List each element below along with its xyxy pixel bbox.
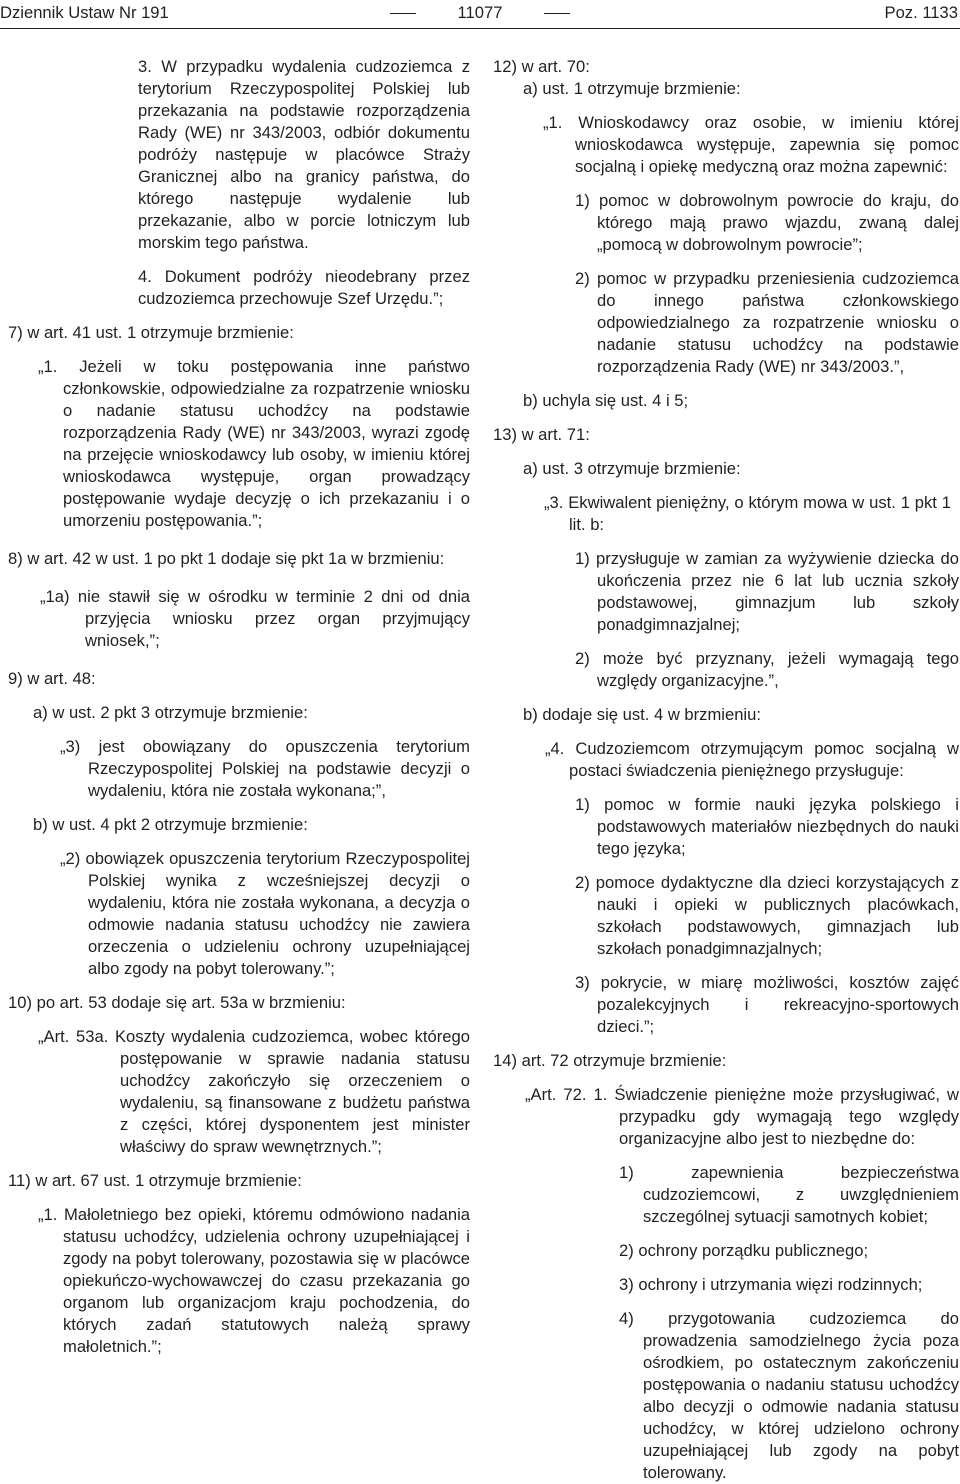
- amendment-point: 7) w art. 41 ust. 1 otrzymuje brzmienie:: [8, 323, 294, 342]
- paragraph: „2) obowiązek opuszczenia terytorium Rzeczypospolitej Polskiej wynika z wcześniejszej decyzji o wydaleniu, która nie została wykonana, a decyzja o odmowie nadania statusu uchodźcy nie zawiera orzeczenia o udzieleniu ochrony uzupełniającej albo zgody na pobyt tolerowany.”;: [60, 849, 470, 978]
- paragraph: 3. W przypadku wydalenia cudzoziemca z terytorium Rzeczypospolitej Polskiej lub przekazania na podstawie rozporządzenia Rady (WE) nr 343/2003, odbiór dokumentu podróży następuje w placówce Straży Granicznej albo na granicy państwa, do którego następuje wydalenie lub przekazanie, albo w porcie lotniczym lub morskim tego państwa.: [138, 57, 470, 252]
- sub-point: b) dodaje się ust. 4 w brzmieniu:: [523, 705, 761, 724]
- list-item: 1) pomoc w dobrowolnym powrocie do kraju, do którego mają prawo wjazdu, zwaną dalej „pomocą w dobrowolnym powrocie”;: [575, 191, 959, 254]
- sub-point: a) ust. 3 otrzymuje brzmienie:: [523, 459, 741, 478]
- right-column: [493, 56, 959, 1484]
- paragraph: „Art. 72. 1. Świadczenie pieniężne może przysługiwać, w przypadku gdy wymagają tego względy organizacyjne albo jest to niezbędne do:: [525, 1085, 959, 1148]
- position-number: Poz. 1133: [884, 3, 958, 22]
- list-item: 2) ochrony porządku publicznego;: [619, 1241, 869, 1260]
- list-item: 2) może być przyznany, jeżeli wymagają tego względy organizacyjne.”,: [575, 649, 959, 690]
- list-item: 3) ochrony i utrzymania więzi rodzinnych;: [619, 1275, 923, 1294]
- sub-point: a) ust. 1 otrzymuje brzmienie:: [523, 79, 741, 98]
- paragraph: „1. Małoletniego bez opieki, któremu odmówiono nadania statusu uchodźcy, udzielenia ochrony uzupełniającej i zgody na pobyt tolerowany, pozostawia się w placówce opiekuńczo-wychowawczej do czasu przekazania go organom lub organizacjom kraju pochodzenia, do których zadań statutowych należą sprawy małoletnich.”;: [38, 1205, 470, 1356]
- page-header: [0, 0, 960, 28]
- list-item: 4) przygotowania cudzoziemca do prowadzenia samodzielnego życia poza ośrodkiem, po ostatecznym zakończeniu postępowania o nadaniu statusu uchodźcy albo decyzji o odmowie nadania statusu uchodźcy, w której udzielono ochrony uzupełniającej lub zgody na pobyt tolerowany.: [619, 1309, 959, 1482]
- paragraph: „1. Wnioskodawcy oraz osobie, w imieniu której wnioskodawca występuje, zapewnia się pomoc socjalną i opiekę medyczną oraz można zapewnić:: [543, 113, 959, 176]
- paragraph: 4. Dokument podróży nieodebrany przez cudzoziemca przechowuje Szef Urzędu.”;: [138, 267, 470, 308]
- page-number: 11077: [428, 2, 532, 24]
- list-item: 1) pomoc w formie nauki języka polskiego i podstawowych materiałów niezbędnych do nauki tego języka;: [575, 795, 959, 858]
- paragraph: „1. Jeżeli w toku postępowania inne państwo członkowskie, odpowiedzialne za rozpatrzenie wniosku o nadanie statusu uchodźcy na podstawie rozporządzenia Rady (WE) nr 343/2003, wyrazi zgodę na przejęcie wnioskodawcy lub osoby, w imieniu której wnioskodawca występuje, organ prowadzący postępowanie wydaje decyzję o ich przekazaniu i o umorzeniu postępowania.”;: [38, 357, 470, 530]
- amendment-point: 13) w art. 71:: [493, 425, 590, 444]
- amendment-point: 8) w art. 42 w ust. 1 po pkt 1 dodaje się pkt 1a w brzmieniu:: [8, 549, 445, 568]
- amendment-point: 9) w art. 48:: [8, 669, 96, 688]
- paragraph: „1a) nie stawił się w ośrodku w terminie 2 dni od dnia przyjęcia wniosku przez organ przyjmujący wniosek,”;: [40, 587, 470, 650]
- sub-point: b) w ust. 4 pkt 2 otrzymuje brzmienie:: [33, 815, 308, 834]
- paragraph: „4. Cudzoziemcom otrzymującym pomoc socjalną w postaci świadczenia pieniężnego przysługuje:: [545, 739, 959, 780]
- paragraph: „3) jest obowiązany do opuszczenia terytorium Rzeczypospolitej Polskiej na podstawie decyzji o wydaleniu, która nie została wykonana;”,: [60, 737, 470, 800]
- list-item: 3) pokrycie, w miarę możliwości, kosztów zajęć pozalekcyjnych i rekreacyjno-sportowych dzieci.”;: [575, 973, 959, 1036]
- paragraph: „3. Ekwiwalent pieniężny, o którym mowa w ust. 1 pkt 1 lit. b:: [544, 493, 951, 534]
- list-item: 2) pomoce dydaktyczne dla dzieci korzystających z nauki i opieki w publicznych placówkach, szkołach podstawowych, gimnazjach lub szkołach ponadgimnazjalnych;: [575, 873, 959, 958]
- sub-point: b) uchyla się ust. 4 i 5;: [523, 391, 689, 410]
- left-column: [8, 56, 470, 1358]
- journal-title: Dziennik Ustaw Nr 191: [0, 3, 169, 22]
- amendment-point: 10) po art. 53 dodaje się art. 53a w brzmieniu:: [8, 993, 346, 1012]
- amendment-point: 14) art. 72 otrzymuje brzmienie:: [493, 1051, 727, 1070]
- amendment-point: 11) w art. 67 ust. 1 otrzymuje brzmienie:: [8, 1171, 302, 1190]
- sub-point: a) w ust. 2 pkt 3 otrzymuje brzmienie:: [33, 703, 308, 722]
- amendment-point: 12) w art. 70:: [493, 57, 590, 76]
- list-item: 2) pomoc w przypadku przeniesienia cudzoziemca do innego państwa członkowskiego odpowiedzialnego za rozpatrzenie wniosku o nadanie statusu uchodźcy na podstawie rozporządzenia Rady (WE) nr 343/2003.”,: [575, 269, 959, 376]
- list-item: 1) zapewnienia bezpieczeństwa cudzoziemcowi, z uwzględnieniem szczególnej sytuacji samotnych kobiet;: [619, 1163, 959, 1226]
- list-item: 1) przysługuje w zamian za wyżywienie dziecka do ukończenia przez nie 6 lat lub ucznia szkoły podstawowej, gimnazjum lub szkoły ponadgimnazjalnej;: [575, 549, 959, 634]
- header-rule: [0, 28, 960, 29]
- paragraph: „Art. 53a. Koszty wydalenia cudzoziemca, wobec którego postępowanie w sprawie nadania statusu uchodźcy zakończyło się orzeczeniem o wydaleniu, są finansowane z budżetu państwa z części, której dysponentem jest minister właściwy do spraw wewnętrznych.”;: [38, 1027, 470, 1156]
